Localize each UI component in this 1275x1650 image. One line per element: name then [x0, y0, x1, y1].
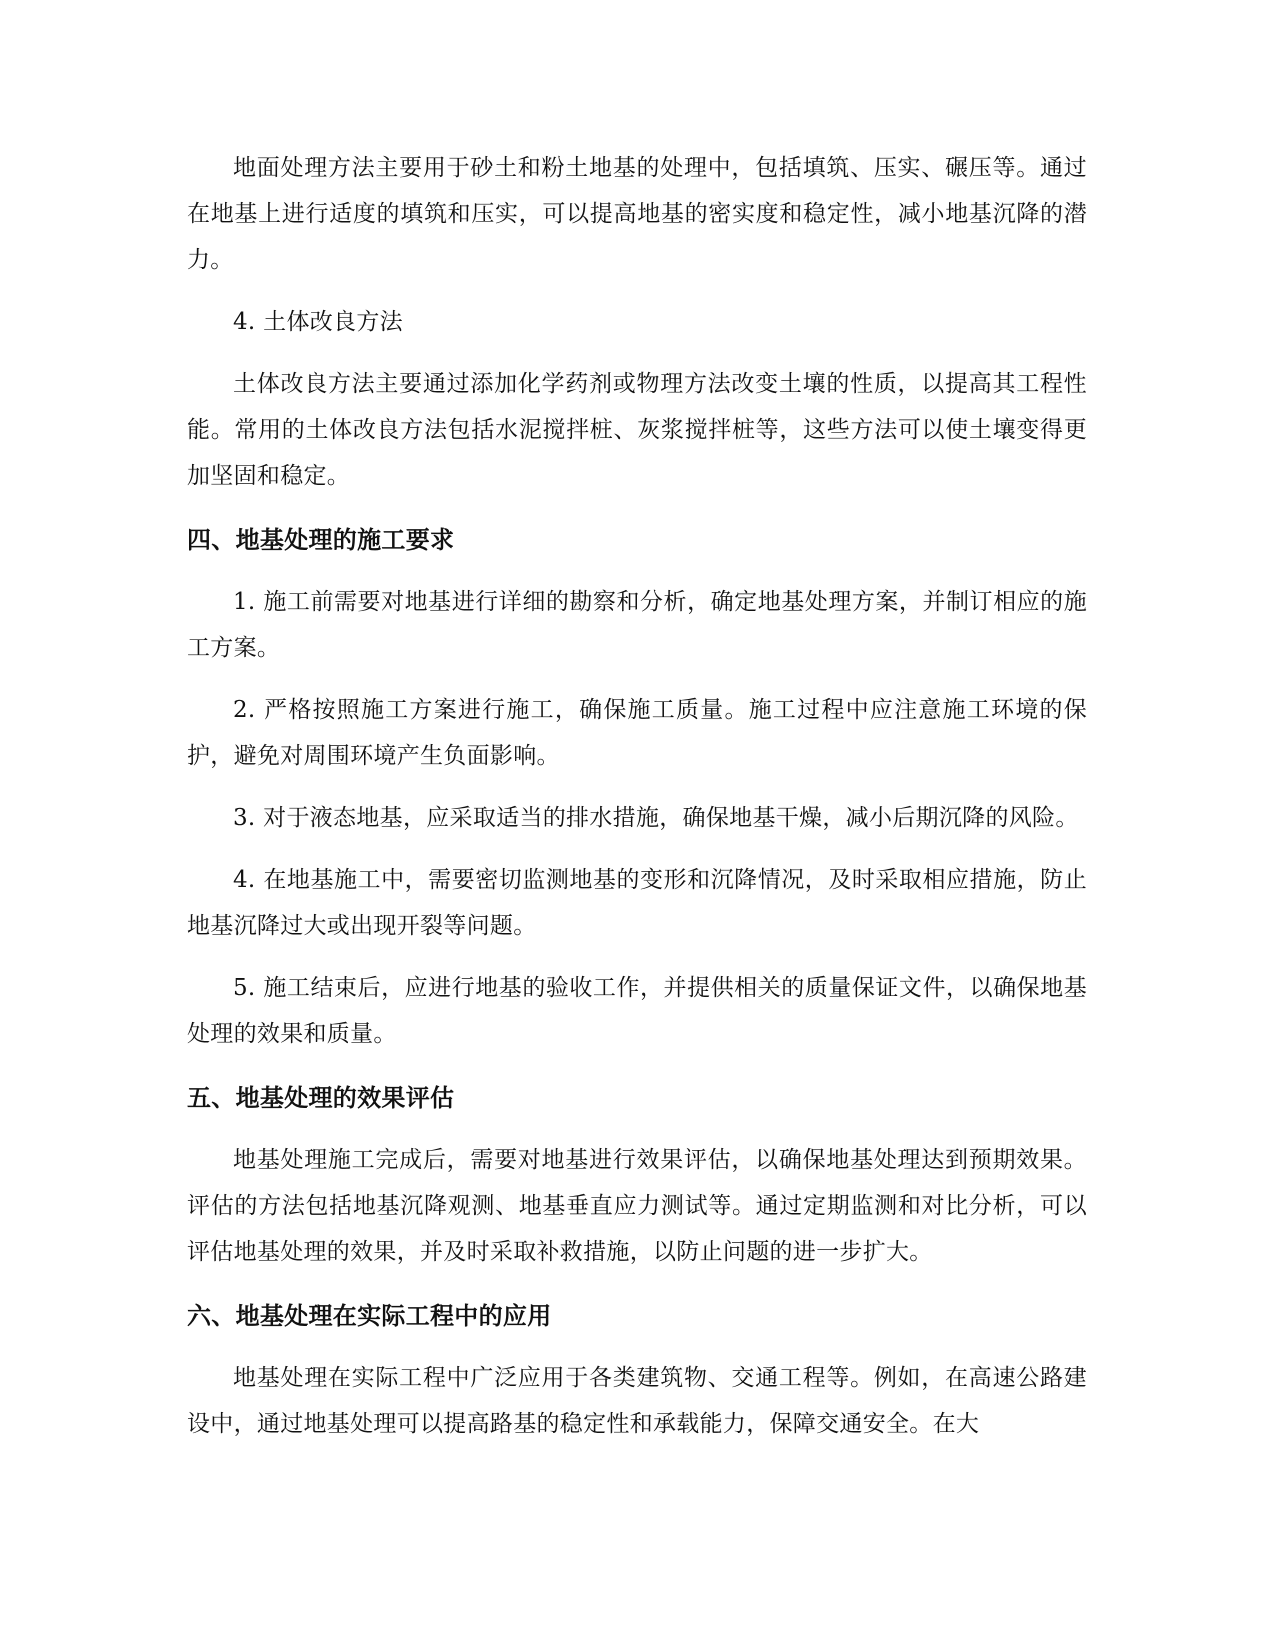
section-heading-effect-evaluation: 五、地基处理的效果评估	[187, 1084, 455, 1112]
list-item: 1. 施工前需要对地基进行详细的勘察和分析，确定地基处理方案，并制订相应的施工方案。	[187, 589, 1087, 661]
document-body	[187, 145, 1087, 1447]
list-item: 5. 施工结束后，应进行地基的验收工作，并提供相关的质量保证文件，以确保地基处理的效果和质量。	[187, 975, 1087, 1047]
paragraph-soil-improvement: 土体改良方法主要通过添加化学药剂或物理方法改变土壤的性质，以提高其工程性能。常用的土体改良方法包括水泥搅拌桩、灰浆搅拌桩等，这些方法可以使土壤变得更加坚固和稳定。	[187, 371, 1087, 489]
list-item: 4. 在地基施工中，需要密切监测地基的变形和沉降情况，及时采取相应措施，防止地基沉降过大或出现开裂等问题。	[187, 867, 1087, 939]
paragraph-ground-treatment: 地面处理方法主要用于砂土和粉土地基的处理中，包括填筑、压实、碾压等。通过在地基上进行适度的填筑和压实，可以提高地基的密实度和稳定性，减小地基沉降的潜力。	[187, 155, 1087, 273]
paragraph-effect-evaluation: 地基处理施工完成后，需要对地基进行效果评估，以确保地基处理达到预期效果。评估的方法包括地基沉降观测、地基垂直应力测试等。通过定期监测和对比分析，可以评估地基处理的效果，并及时采取补救措施，以防止问题的进一步扩大。	[187, 1147, 1087, 1265]
list-item: 3. 对于液态地基，应采取适当的排水措施，确保地基干燥，减小后期沉降的风险。	[233, 805, 1079, 831]
section-heading-practical-application: 六、地基处理在实际工程中的应用	[187, 1302, 552, 1330]
list-item: 2. 严格按照施工方案进行施工，确保施工质量。施工过程中应注意施工环境的保护，避免对周围环境产生负面影响。	[187, 697, 1087, 769]
section-heading-construction-requirements: 四、地基处理的施工要求	[187, 526, 455, 554]
subheading-soil-improvement: 4. 土体改良方法	[233, 309, 403, 335]
paragraph-practical-application: 地基处理在实际工程中广泛应用于各类建筑物、交通工程等。例如，在高速公路建设中，通过地基处理可以提高路基的稳定性和承载能力，保障交通安全。在大	[187, 1365, 1087, 1437]
